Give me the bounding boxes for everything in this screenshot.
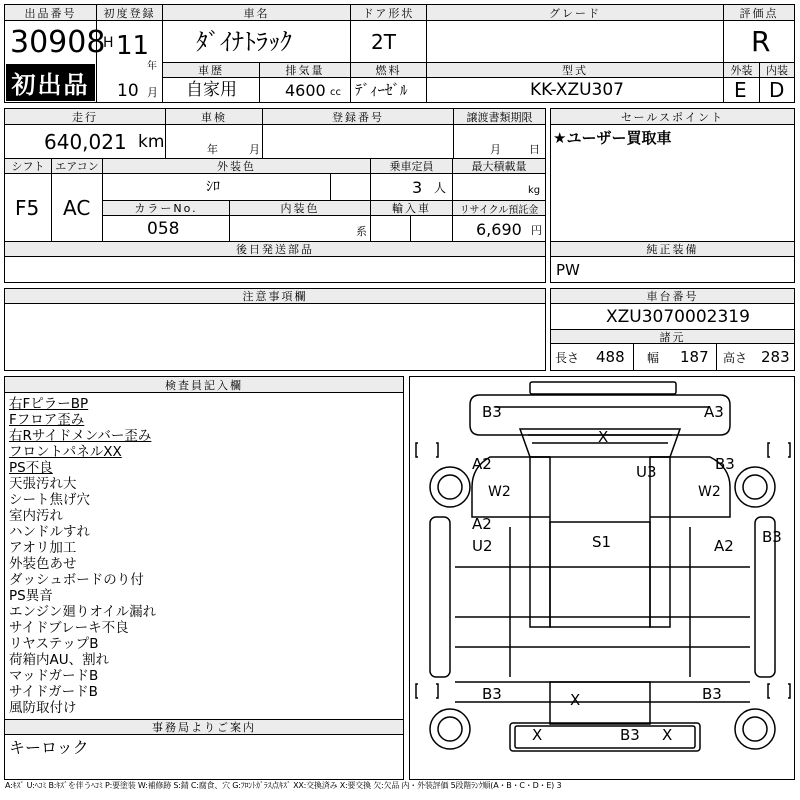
remark-item: ハンドルすれ — [9, 524, 90, 540]
max-load-unit: kg — [528, 185, 541, 196]
remark-item: 右FピラーBP — [9, 396, 89, 412]
door-label: ドア形状 — [351, 5, 426, 21]
mark-u3-hood: U3 — [636, 463, 657, 481]
mark-w2-left-wheel: W2 — [488, 484, 511, 500]
remark-item: 風防取付け — [9, 700, 77, 716]
remark-item: サイドガードB — [9, 684, 98, 700]
equipment-label: 純正装備 — [551, 242, 794, 257]
vehicle-history: 自家用 — [186, 80, 237, 100]
equipment: PW — [556, 261, 580, 279]
inspection-year-unit: 年 — [207, 143, 218, 156]
chassis-number: XZU3070002319 — [606, 307, 750, 327]
recycle-fee: 6,690 — [476, 220, 522, 239]
mark-b3-front-left: B3 — [482, 403, 502, 421]
shift-label: シフト — [5, 159, 51, 174]
mileage: 640,021 — [44, 130, 127, 154]
transfer-month-unit: 月 — [490, 143, 501, 156]
lot-number-label: 出品番号 — [5, 5, 96, 21]
score-label: 評価点 — [724, 5, 794, 21]
remark-item: エンジン廻りオイル漏れ — [9, 604, 157, 620]
length-label: 長さ — [555, 351, 580, 365]
mark-b3-rear-right: B3 — [702, 685, 722, 703]
transfer-deadline-label: 譲渡書類期限 — [454, 109, 545, 125]
remark-item: フロントパネルXX — [9, 444, 122, 460]
color-number-label: カラーNo. — [103, 201, 229, 216]
mark-x-bumper-left: X — [532, 726, 543, 744]
recycle-unit: 円 — [531, 224, 542, 237]
inspector-remarks-list — [9, 396, 399, 716]
model-label: 型式 — [427, 63, 723, 78]
interior-label: 内装 — [760, 63, 794, 78]
displacement-unit: cc — [330, 87, 341, 98]
remark-item: PS異音 — [9, 588, 53, 604]
mark-a2-right-door: A2 — [714, 537, 734, 555]
displacement: 4600 — [285, 81, 326, 100]
mark-w2-right-wheel: W2 — [698, 484, 721, 500]
max-load-label: 最大積載量 — [453, 159, 545, 174]
interior-score: D — [769, 78, 785, 102]
remark-item: 荷箱内AU、割れ — [9, 652, 110, 668]
car-name-label: 車名 — [163, 5, 350, 21]
era: H — [103, 35, 114, 51]
exterior-color: ｼﾛ — [206, 179, 220, 195]
office-note: キーロック — [9, 738, 89, 757]
door-type: 2T — [371, 30, 396, 54]
width-label: 幅 — [647, 351, 660, 365]
width: 187 — [680, 348, 709, 366]
interior-color-label: 内装色 — [230, 201, 370, 216]
lot-number: 30908 — [10, 25, 106, 60]
remark-item: 右Rサイドメンバー歪み — [9, 428, 152, 444]
mark-x-windshield: X — [598, 428, 609, 446]
capacity-unit: 人 — [434, 181, 447, 195]
model-code: KK-XZU307 — [530, 80, 624, 100]
inspection-month-unit: 月 — [249, 143, 260, 156]
interior-color-suffix: 系 — [356, 225, 367, 238]
mark-b3-bumper: B3 — [620, 726, 640, 744]
shift: F5 — [15, 196, 40, 220]
displacement-label: 排気量 — [260, 63, 350, 78]
inspection-label: 車検 — [166, 109, 262, 125]
car-name: ﾀﾞｲﾅﾄﾗｯｸ — [196, 28, 292, 56]
mark-u2-left-door: U2 — [472, 537, 493, 555]
fuel-label: 燃料 — [351, 63, 426, 78]
registration-year: 11 — [116, 31, 150, 61]
caution-label: 注意事項欄 — [5, 289, 545, 304]
mileage-label: 走行 — [5, 109, 165, 125]
mileage-unit: km — [138, 132, 165, 152]
color-number: 058 — [147, 219, 180, 239]
remark-item: 天張汚れ大 — [9, 476, 77, 492]
mark-b3-rear-left: B3 — [482, 685, 502, 703]
mark-a2-left-door: A2 — [472, 515, 492, 533]
later-parts-label: 後日発送部品 — [5, 242, 545, 257]
office-label: 事務局よりご案内 — [5, 720, 403, 735]
reg-number-label: 登録番号 — [263, 109, 453, 125]
mark-a2-left-fender: A2 — [472, 455, 492, 473]
length: 488 — [596, 348, 625, 366]
mark-x-rear: X — [570, 691, 581, 709]
remark-item: リヤステップB — [9, 636, 99, 652]
sales-point: ★ユーザー買取車 — [553, 129, 672, 147]
exterior-label: 外装 — [724, 63, 759, 78]
remark-item: ダッシュボードのり付 — [9, 572, 144, 588]
capacity: 3 — [412, 178, 423, 197]
exterior-color-label: 外装色 — [103, 159, 370, 174]
registration-month: 10 — [117, 81, 139, 101]
mark-a3-front-right: A3 — [704, 403, 724, 421]
year-unit: 年 — [147, 61, 157, 72]
remark-item: シート焦げ穴 — [9, 492, 90, 508]
fuel: ﾃﾞｨｰｾﾞﾙ — [355, 81, 408, 99]
chassis-number-label: 車台番号 — [551, 289, 794, 304]
transfer-day-unit: 日 — [529, 143, 540, 156]
remark-item: Fフロア歪み — [9, 412, 85, 428]
import-label: 輸入車 — [371, 201, 452, 216]
first-listing-text: 初出品 — [11, 71, 90, 99]
recycle-label: リサイクル預託金 — [453, 201, 545, 216]
first-registration-label: 初度登録 — [97, 5, 162, 21]
grade-label: グレード — [427, 5, 723, 21]
remark-item: サイドブレーキ不良 — [9, 620, 129, 636]
remark-item: 室内汚れ — [9, 508, 63, 524]
history-label: 車歴 — [163, 63, 259, 78]
office-block — [4, 719, 404, 780]
mark-b3-right-fender: B3 — [715, 455, 735, 473]
month-unit: 月 — [147, 86, 158, 99]
aircon-label: エアコン — [52, 159, 102, 174]
remark-item: PS不良 — [9, 460, 53, 476]
first-listing-badge — [6, 64, 95, 101]
remark-item: マッドガードB — [9, 668, 99, 684]
mark-x-bumper-right: X — [662, 726, 673, 744]
remark-item: アオリ加工 — [9, 540, 77, 556]
inspector-label: 検査員記入欄 — [5, 377, 403, 393]
spec-label: 諸元 — [551, 330, 794, 344]
remark-item: 外装色あせ — [9, 556, 77, 572]
legend: A:ｷｽﾞ U:ﾍｺﾐ B:ｷｽﾞを伴うﾍｺﾐ P:要塗装 W:補修跡 S:錆 C:腐食、穴 G:ﾌﾛﾝﾄｶﾞﾗｽ点ｷｽﾞ XX:交換済み X:要交換 欠:欠品 内・外装評価 5段階ﾗﾝｸ順(A・B・C・D・E) 3 — [5, 781, 562, 790]
score: R — [751, 25, 771, 58]
height-label: 高さ — [723, 351, 748, 365]
exterior-score: E — [734, 78, 747, 102]
aircon: AC — [63, 196, 91, 220]
mark-s1-cabin: S1 — [592, 533, 612, 551]
height: 283 — [761, 348, 790, 366]
damage-diagram — [409, 376, 795, 780]
capacity-label: 乗車定員 — [371, 159, 452, 174]
sales-point-label: セールスポイント — [551, 109, 794, 125]
mark-b3-right-side: B3 — [762, 528, 782, 546]
